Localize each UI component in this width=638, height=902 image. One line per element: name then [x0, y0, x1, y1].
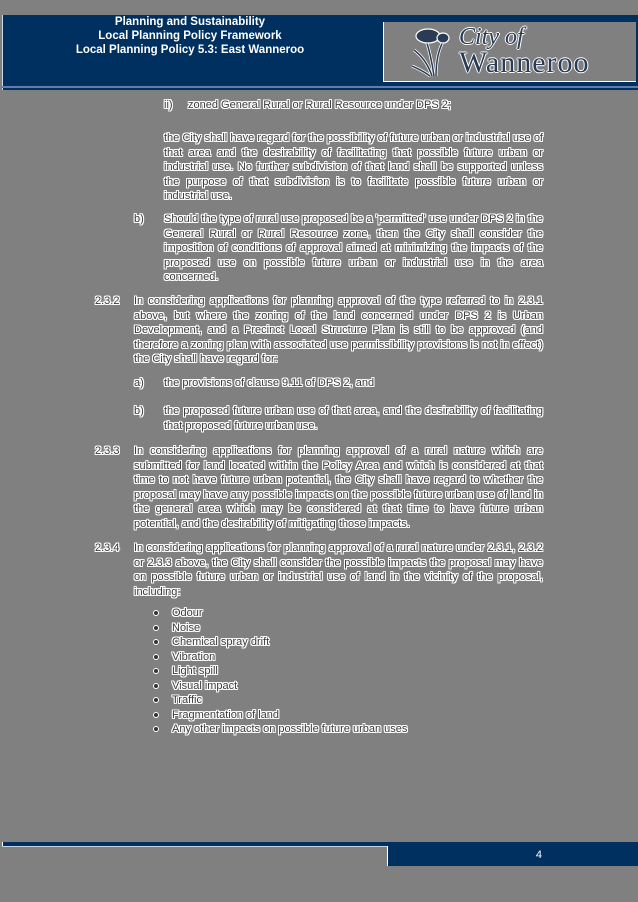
clause-number-2-3-3: 2.3.3 — [95, 445, 120, 457]
bullet-icon — [154, 626, 158, 630]
header-line-department: Planning and Sustainability — [114, 16, 266, 28]
clause-2-3-2-item-label-a: a) — [134, 377, 144, 389]
bullet-item: Vibration — [152, 650, 407, 665]
paragraph-regard-possibility: the City shall have regard for the possibility of future urban or industrial use of that area and the desirability of facilitating that possible future urban or industrial use. No further subdivision of that land shall be supported unless the purpose of that subdivision is to facilitate possible future urban or industrial use. — [164, 132, 543, 202]
bullet-icon — [154, 684, 158, 688]
item-b-permitted-use-text: Should the type of rural use proposed be a 'permitted' use under DPS 2 in the General Rural or Rural Resource zone, then the City shall consider the imposition of conditions of approval aimed at minimizing the impacts of the proposed use on possible future urban or industrial use in the area concerned. — [164, 213, 543, 283]
clause-number-2-3-2: 2.3.2 — [95, 295, 120, 307]
clause-2-3-2-item-label-b: b) — [134, 405, 144, 417]
clause-number-2-3-4: 2.3.4 — [95, 542, 120, 554]
bullet-icon — [154, 655, 158, 659]
bullet-item: Odour — [152, 606, 407, 621]
bullet-icon — [154, 611, 158, 615]
item-ii-text: zoned General Rural or Rural Resource under DPS 2; — [188, 99, 451, 111]
item-label-b: b) — [134, 213, 144, 225]
clause-2-3-2-text: In considering applications for planning approval of the type referred to in 2.3.1 above, but where the zoning of the land concerned under DPS 2 is Urban Development, and a Precinct Local Structure Plan is still to be approved (and therefore a zoning plan with associated use permissibility provisions is not in effect) the City shall have regard for: — [134, 295, 543, 365]
header-line-policy: Local Planning Policy 5.3: East Wanneroo — [75, 44, 305, 56]
bullet-item: Fragmentation of land — [152, 708, 407, 723]
bullet-item: Any other impacts on possible future urban uses — [152, 722, 407, 737]
footer-rule-highlight — [2, 846, 387, 847]
footer-page-band — [387, 846, 638, 866]
bullet-item: Chemical spray drift — [152, 635, 407, 650]
bullet-item: Traffic — [152, 693, 407, 708]
item-label-ii: ii) — [164, 99, 173, 111]
bullet-icon — [154, 713, 158, 717]
bullet-icon — [154, 640, 158, 644]
clause-2-3-4-text: In considering applications for planning approval of a rural nature under 2.3.1, 2.3.2 or 2.3.3 above, the City shall consider the possible impacts the proposal may have on possible future urban or industrial use of land in the vicinity of the proposal, including: — [134, 542, 543, 598]
header-line-framework: Local Planning Policy Framework — [98, 30, 282, 42]
bullet-icon — [154, 669, 158, 673]
bullet-item: Visual impact — [152, 679, 407, 694]
bullet-item: Light spill — [152, 664, 407, 679]
clause-2-3-2-item-a-text: the provisions of clause 9.11 of DPS 2, and — [164, 377, 375, 389]
page-number: 4 — [535, 849, 542, 861]
city-of-wanneroo-logo — [383, 22, 636, 82]
wanneroo-plant-icon — [408, 26, 452, 78]
clause-2-3-3-text: In considering applications for planning approval of a rural nature which are submitted for land located within the Policy Area and which is considered at that time to not have future urban potential, the City shall have regard to whether the proposal may have any possible impacts on the possible future urban use of land in the general area which may be considered at that time to have future urban potential, and the desirability of mitigating those impacts. — [134, 445, 543, 530]
header-logo-area — [0, 15, 638, 90]
clause-2-3-2-item-b-text: the proposed future urban use of that area, and the desirability of facilitating that proposed future urban use. — [164, 405, 543, 432]
bullet-item: Noise — [152, 621, 407, 636]
bullet-icon — [154, 698, 158, 702]
impacts-bullet-list — [152, 606, 407, 737]
logo-text-city-of: City of — [459, 24, 524, 50]
logo-text-wanneroo: Wanneroo — [459, 46, 590, 79]
bullet-icon — [154, 727, 158, 731]
